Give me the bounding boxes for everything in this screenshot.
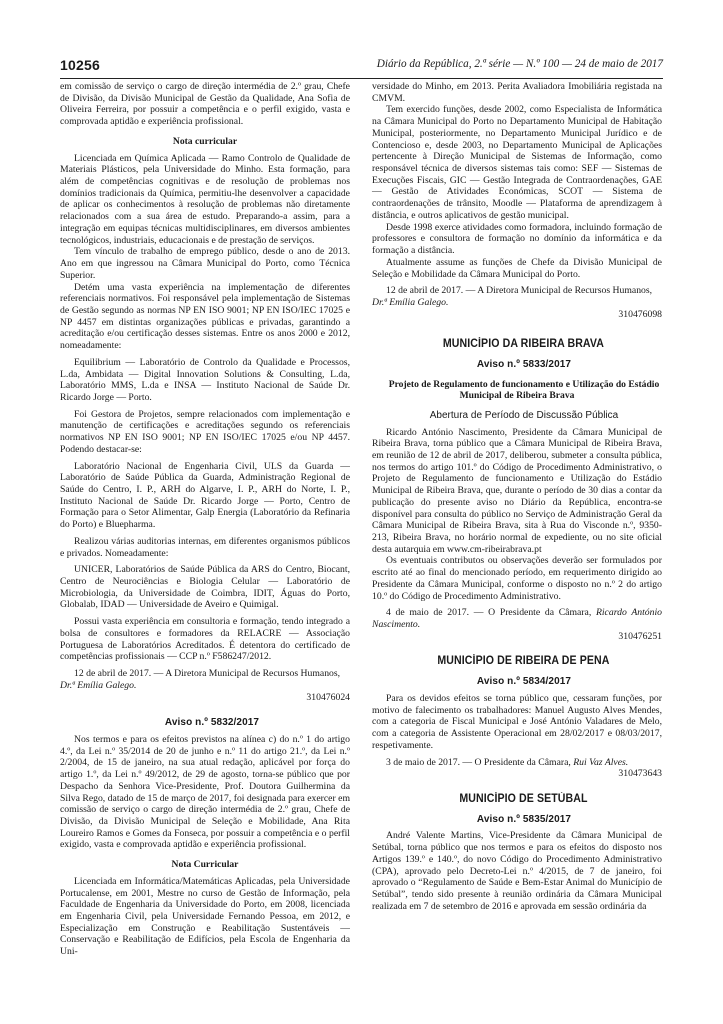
reference-number: 310476251	[618, 630, 662, 642]
paragraph: Ricardo António Nascimento, Presidente da Câmara Municipal de Ribeira Brava, torna público que a Câmara Municipal de Ribeira Brava, em reunião de 12 de abril de 2017, deliberou, submeter a consulta pública, nos termos do artigo 101.º do Código de Procedimento Administrativo, o Projeto de Regulamento de funcionamento e Utilização do Estádio Municipal de Ribeira Brava, que, durante o período de 30 dias a contar da publicação do presente aviso no Diário da República, encontra-se disponível para consulta do público no Serviço de Administração Geral da Câmara Municipal de Ribeira Brava, sita à Rua do Visconde n.º, 9350-213, Ribeira Brava, no horário normal de expediente, ou no site oficial desta autarquia em www.cm-ribeirabrava.pt	[372, 426, 662, 555]
page-header	[60, 57, 663, 73]
regulation-title: Projeto de Regulamento de funcionamento e Utilização do Estádio Municipal de Ribeira Brava	[388, 378, 660, 402]
signature-line	[60, 668, 350, 691]
signature-text: 3 de maio de 2017. — O Presidente da Câmara,	[386, 756, 571, 768]
municipality-heading: MUNICÍPIO DE SETÚBAL	[459, 792, 588, 805]
paragraph: Realizou várias auditorias internas, em diferentes organismos públicos e privados. Nomeadamente:	[60, 535, 350, 559]
paragraph: Atualmente assume as funções de Chefe da Divisão Municipal de Seleção e Mobilidade da Câmara Municipal do Porto.	[372, 256, 662, 280]
page-number: 10256	[60, 57, 100, 73]
paragraph: em comissão de serviço o cargo de direção intermédia de 2.º grau, Chefe de Divisão, da Divisão Municipal de Gestão da Qualidade, Ana Sofia de Oliveira Ferreira, por possuir a competência e o perfil exigido, vasta e comprovada aptidão e experiência profissional.	[60, 81, 350, 128]
notice-title: Aviso n.º 5834/2017	[476, 676, 572, 688]
notice-title: Aviso n.º 5832/2017	[164, 717, 260, 729]
paragraph: Possui vasta experiência em consultoria e formação, tendo integrado a bolsa de consultores e formadores da RELACRE — Associação Portuguesa de Laboratórios Acreditados. É detentora do certificado de competências profissionais — CCP n.º F586247/2012.	[60, 616, 350, 663]
paragraph: Licenciada em Informática/Matemáticas Aplicadas, pela Universidade Portucalense, em 2001, Mestre no curso de Gestão de Informação, pela Faculdade de Engenharia da Universidade do Porto, em 2008, licenciada em Engenharia Civil, pela Universidade Fernando Pessoa, em 2012, e Especialização em Construção e Reabilitação Sustentáveis — Conservação e Reabilitação de Edifícios, pela Escola de Engenharia da Uni-	[60, 875, 350, 958]
paragraph: UNICER, Laboratórios de Saúde Pública da ARS do Centro, Biocant, Centro de Neurociências e Biologia Celular — Laboratório de Microbiologia, da Universidade de Coimbra, IDIT, Águas do Porto, Globalab, IDAD — Universidade de Aveiro e Quimigal.	[60, 564, 350, 611]
subtitle: Abertura de Período de Discussão Pública	[429, 409, 619, 421]
signature-text: 12 de abril de 2017. — A Diretora Municipal de Recursos Humanos,	[74, 668, 341, 680]
municipality-heading: MUNICÍPIO DA RIBEIRA BRAVA	[442, 338, 604, 351]
paragraph: Licenciada em Química Aplicada — Ramo Controlo de Qualidade de Materiais Plásticos, pela Universidade do Minho. Esta formação, para além de competências cognitivas e de resolução de problemas nos domínios tradicionais da Química, permitiu-lhe desenvolver a capacidade de aplicar os conhecimentos à resolução de problemas não diretamente relacionados com a sua área de estudo. Preparando-a assim, para a integração em equipas técnicas multidisciplinares, em diversos ambientes tecnológicos, industriais, educacionais e de prestação de serviços.	[60, 152, 350, 246]
reference-number: 310473643	[618, 768, 662, 780]
section-heading: Nota Curricular	[171, 859, 239, 871]
paragraph: Detém uma vasta experiência na implementação de diferentes referenciais normativos. Foi responsável pela implementação de Sistemas de Gestão segundo as normas NP EN ISO 9001; NP EN ISO/IEC 17025 e NP 4457 em distintas organizações públicas e privadas, garantindo a acreditação e/ou certificação desses sistemas. Entre os anos 2000 e 2012, nomeadamente:	[60, 281, 350, 352]
signature-text: 12 de abril de 2017. — A Diretora Municipal de Recursos Humanos,	[386, 285, 653, 297]
header-rule	[60, 78, 663, 79]
paragraph: versidade do Minho, em 2013. Perita Avaliadora Imobiliária registada na CMVM.	[372, 81, 662, 104]
signatory-name: Ricardo António Nascimento.	[372, 607, 662, 631]
journal-title: Diário da República, 2.ª série — N.º 100 — 24 de maio de 2017	[376, 58, 663, 70]
reference-number: 310476098	[618, 308, 662, 320]
paragraph: Para os devidos efeitos se torna público que, cessaram funções, por motivo de falecimento os trabalhadores: Manuel Augusto Alves Mendes, com a categoria de Fiscal Municipal e José António Valadares de Melo, com a categoria de Assistente Operacional em 28/02/2017 e 08/03/2017, respetivamente.	[372, 692, 662, 751]
municipality-heading: MUNICÍPIO DE RIBEIRA DE PENA	[437, 655, 610, 668]
right-column	[372, 81, 662, 912]
signature-text: 4 de maio de 2017. — O Presidente da Câmara,	[386, 607, 592, 619]
paragraph: Tem vínculo de trabalho de emprego público, desde o ano de 2013. Ano em que ingressou na Câmara Municipal do Porto, como Técnica Superior.	[60, 246, 350, 281]
signature-line	[372, 757, 662, 769]
paragraph: Os eventuais contributos ou observações deverão ser formulados por escrito até ao final do mencionado período, em requerimento dirigido ao Presidente da Câmara Municipal, conforme o disposto no n.º 2 do artigo 10.º do Código de Procedimento Administrativo.	[372, 555, 662, 602]
notice-title: Aviso n.º 5833/2017	[476, 359, 572, 371]
left-column	[60, 81, 350, 958]
signature-line	[372, 607, 662, 630]
paragraph: Laboratório Nacional de Engenharia Civil, ULS da Guarda — Laboratório de Saúde Pública da Guarda, Administração Regional de Saúde do Centro, I. P., ARH do Algarve, I. P., ARH do Norte, I. P., Instituto Nacional de Saúde Dr. Ricardo Jorge — Porto, Centro de Formação para o Setor Alimentar, Galp Energia (Laboratório da Refinaria do Porto) e Bluepharma.	[60, 460, 350, 531]
paragraph: Tem exercido funções, desde 2002, como Especialista de Informática na Câmara Municipal do Porto no Departamento Municipal de Habitação Municipal, posteriormente, no Departamento Municipal Jurídico e de Contencioso e, desde 2003, no Departamento Municipal de Aplicações pertencente à Direção Municipal de Sistemas de Informação, como responsável técnica de diversos sistemas tais como: SEF — Sistemas de Execuções Fiscais, GIC — Gestão Integrada de Contraordenações, GAE — Gestão de Atividades Económicas, SCOT — Sistema de contraordenações de trânsito, Moodle — Plataforma de aprendizagem à distância, e outros aplicativos de gestão municipal.	[372, 104, 662, 221]
signatory-name: Rui Vaz Alves.	[573, 756, 629, 768]
signatory-name: Dr.ª Emília Galego.	[60, 679, 137, 691]
reference-number: 310476024	[306, 691, 350, 703]
paragraph: Equilibrium — Laboratório de Controlo da Qualidade e Processos, L.da, Ambidata — Digital Innovation Solutions & Consulting, L.da, Laboratório MMS, L.da e INSA — Instituto Nacional de Saúde Dr. Ricardo Jorge — Porto.	[60, 356, 350, 403]
signatory-name: Dr.ª Emília Galego.	[372, 296, 449, 308]
signature-line	[372, 285, 662, 308]
paragraph: André Valente Martins, Vice-Presidente da Câmara Municipal de Setúbal, torna público que nos termos e para os efeitos do disposto nos Artigos 139.º e 140.º, do novo Código do Procedimento Administrativo (CPA), aprovado pelo Decreto-Lei n.º 4/2015, de 7 de janeiro, foi aprovado o “Regulamento de Saúde e Bem-Estar Animal do Município de Setúbal”, tendo sido presente à reunião ordinária da Câmara Municipal realizada em 7 de setembro de 2016 e aprovada em sessão ordinária da	[372, 830, 662, 912]
paragraph: Desde 1998 exerce atividades como formadora, incluindo formação de professores e consultora de formação no domínio da informática e da formação a distância.	[372, 221, 662, 257]
section-heading: Nota curricular	[172, 135, 238, 147]
paragraph: Foi Gestora de Projetos, sempre relacionados com implementação e manutenção de certificações e acreditações segundo os referenciais normativos NP EN ISO 9001; NP EN ISO/IEC 17025 e/ou NP 4457. Podendo destacar-se:	[60, 408, 350, 455]
paragraph: Nos termos e para os efeitos previstos na alínea c) do n.º 1 do artigo 4.º, da Lei n.º 35/2014 de 20 de junho e n.º 11 do artigo 21.º, da Lei n.º 2/2004, de 15 de janeiro, na sua atual redação, aplicável por força do artigo 1.º, da Lei n.º 49/2012, de 29 de agosto, torna-se público que por Despacho da Senhora Vice-Presidente, Prof. Doutora Guilhermina da Silva Rego, datado de 15 de março de 2017, foi designada para exercer em comissão de serviço o cargo de direção intermédia de 2.º grau, Chefe de Divisão, da Divisão Municipal de Seleção e Mobilidade, Ana Rita Loureiro Ramos e Gomes da Fonseca, por possuir a competência e o perfil exigido, vasta e comprovada aptidão e experiência profissional.	[60, 733, 350, 851]
notice-title: Aviso n.º 5835/2017	[476, 813, 572, 825]
